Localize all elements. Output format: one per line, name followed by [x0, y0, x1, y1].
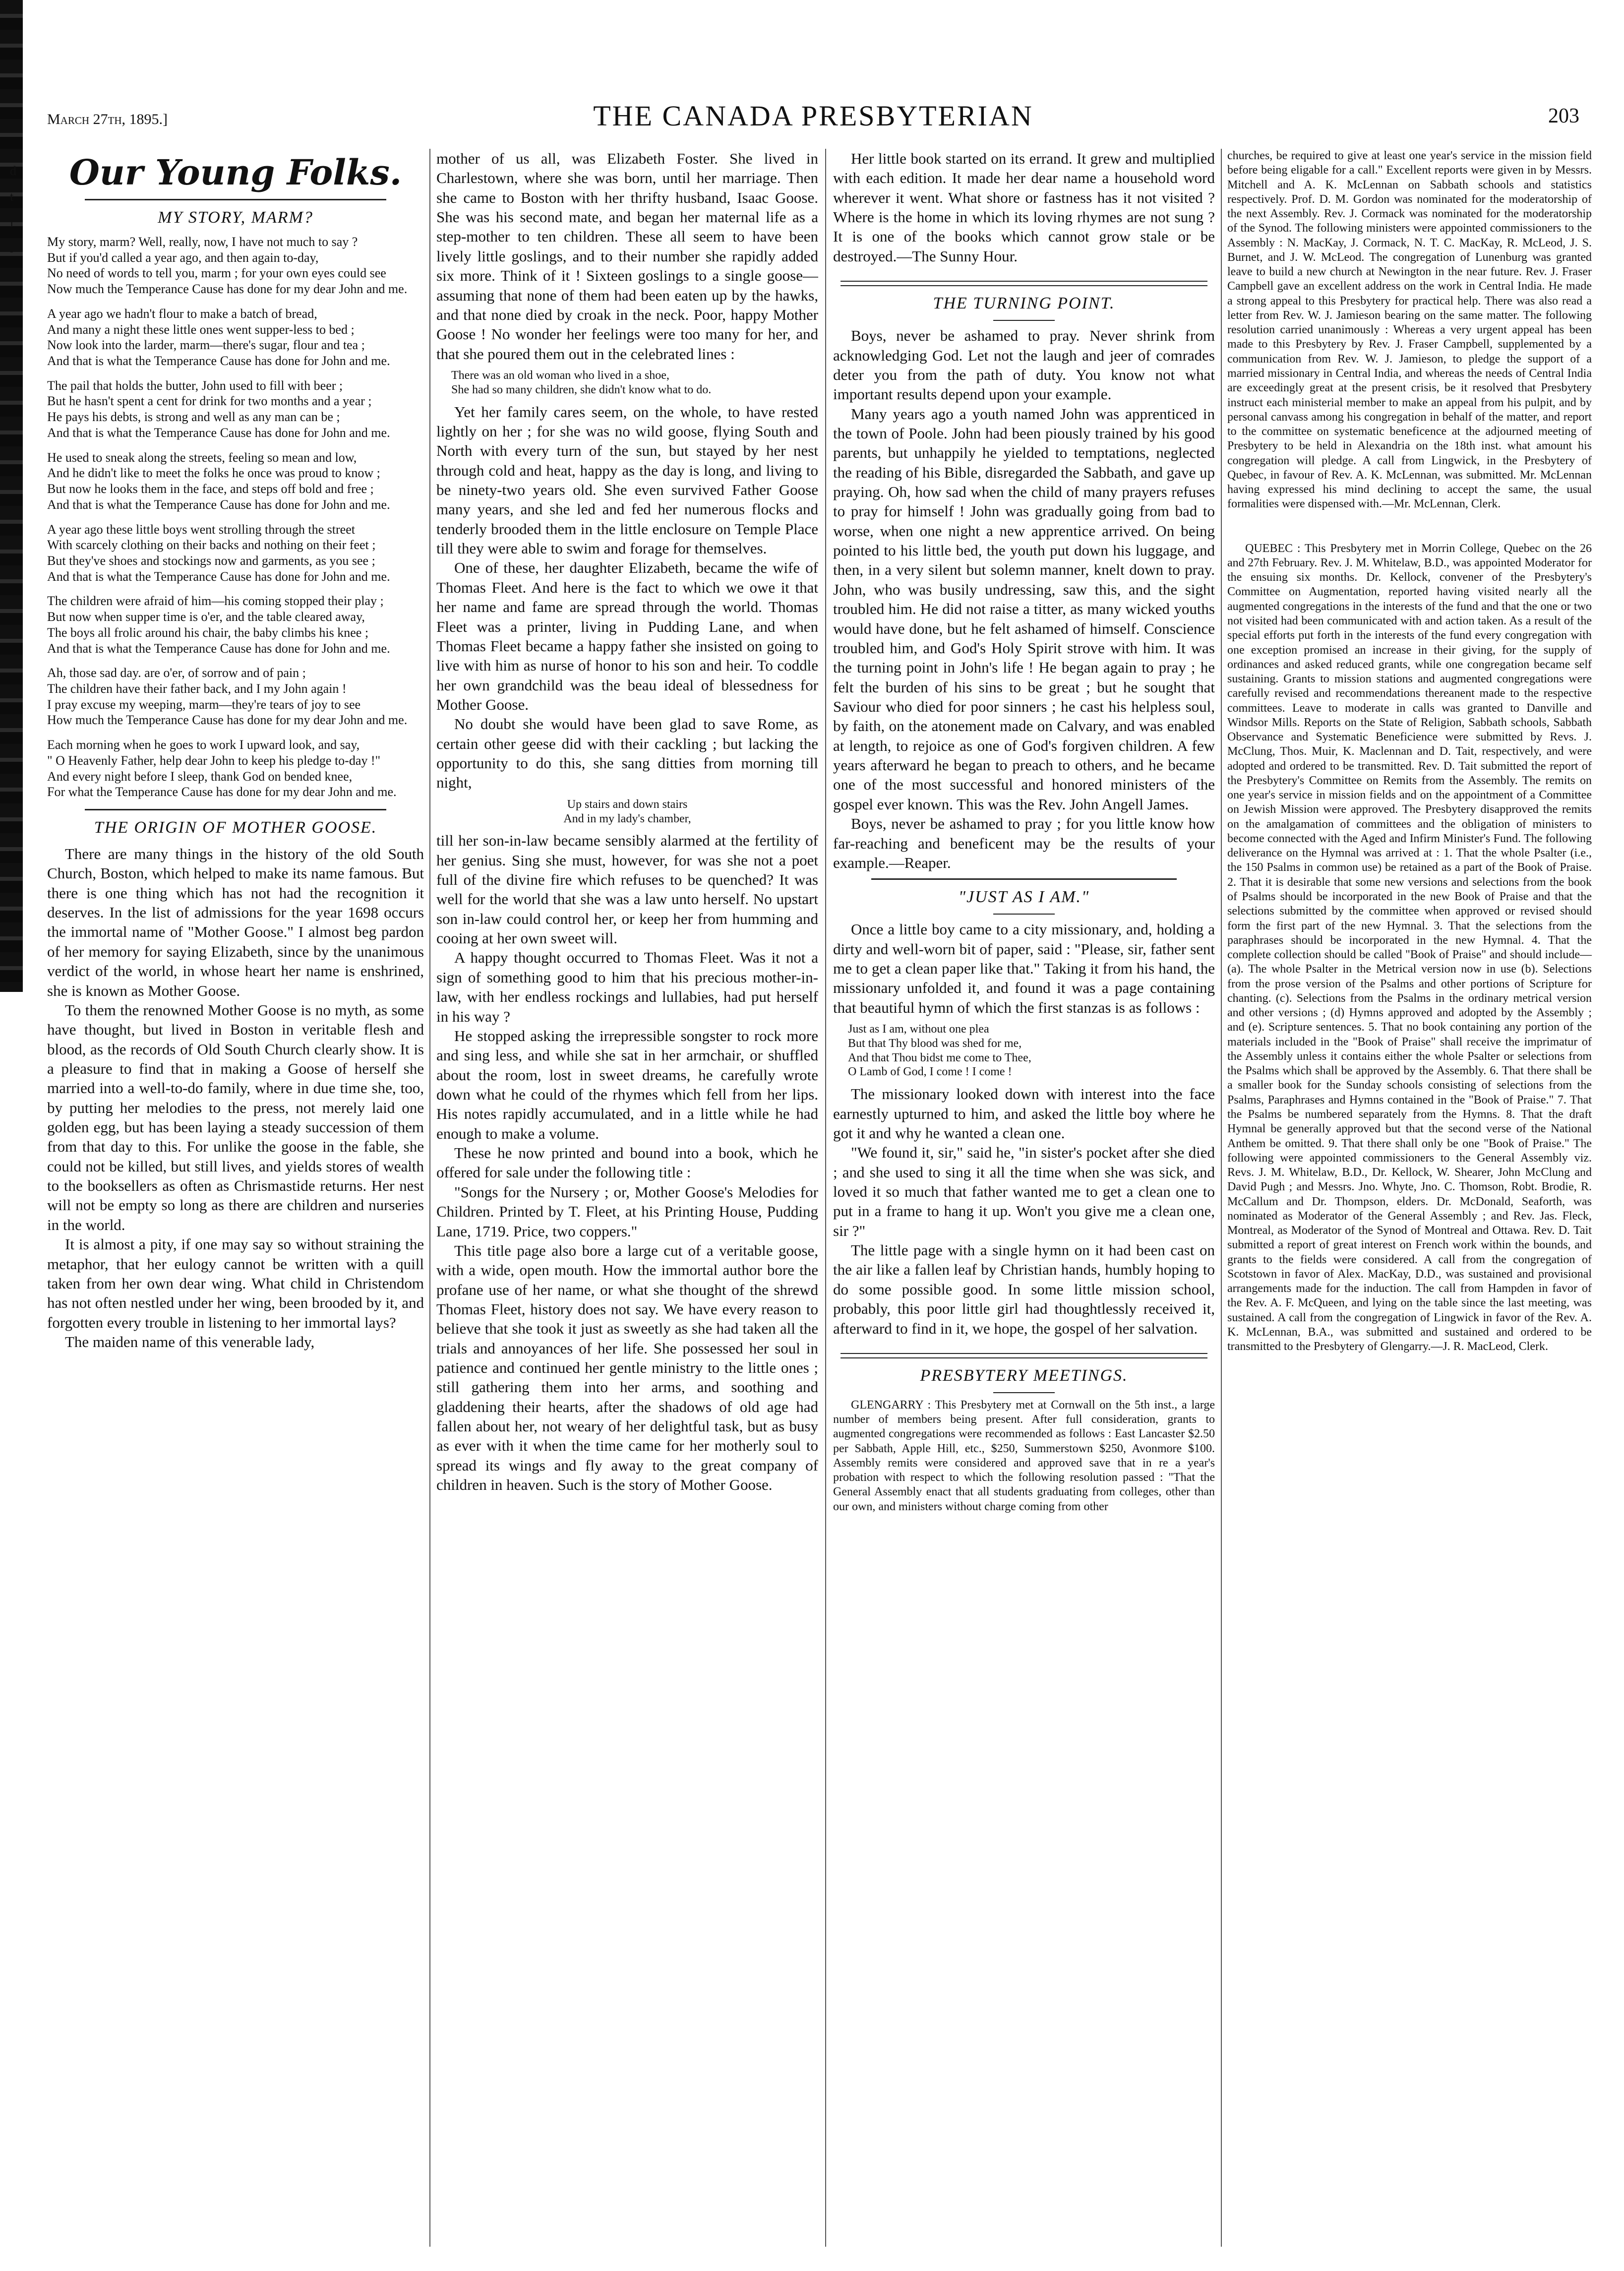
column-2: [436, 149, 818, 2251]
poem-line: And every night before I sleep, thank God on bended knee,: [47, 769, 353, 784]
page-number: 203: [1548, 105, 1579, 127]
paragraph: It is almost a pity, if one may say so without straining the metaphor, that her eulogy cannot be written with a quill taken from her own dear wing. What child in Christendom has not often nestled under her wing, been brooded by it, and forgotten every trouble in listening to her immortal lays?: [47, 1235, 424, 1331]
article-body: [833, 1398, 1215, 1514]
poem-line: Each morning when he goes to work I upward look, and say,: [47, 737, 360, 752]
rule: [871, 878, 1177, 880]
poem-stanza: [47, 450, 424, 513]
column-3: [833, 149, 1215, 2251]
paragraph: This title page also bore a large cut of a veritable goose, with a wide, open mouth. How the immortal author bore the profane use of her name, or what she thought of the shrewd Thomas Fleet, history does not say. We have every reason to believe that she took it just as sweetly as she had taken all the trials and annoyances of her life. She possessed her soul in patience and continued her gentle ministry to the little ones ; still gathering them into her arms, and soothing and gladdening their hearts, after the shadows of old age had fallen about her, not weary of her delightful task, but as busy as ever with it when the time came for her motherly soul to spread its wings and fly away to the great company of children in heaven. Such is the story of Mother Goose.: [436, 1241, 818, 1494]
paragraph: till her son-in-law became sensibly alarmed at the fertility of her genius. Sing she must, however, for was she not a poet full of the divine fire which refuses to be quenched? It was well for the world that she was a law unto herself. No upstart son in-law could control her, or keep her from humming and cooing at her own sweet will.: [436, 832, 818, 947]
edge-letter: :: [10, 267, 14, 281]
paragraph: Many years ago a youth named John was apprenticed in the town of Poole. John had been piously trained by his good parents, but unhappily he yielded to temptations, neglected the reading of his Bible, disregarded the Sabbath, and gave up praying. Oh, how sad when the child of many prayers refuses to pray for himself ! John was gradually going from bad to worse, when one night a new apprentice arrived. On being pointed to his little bed, the youth put down his luggage, and then, in a very silent but solemn manner, knelt down to pray. John, who was busily undressing, saw this, and the sight troubled him. He did not raise a titter, as many wicked youths would have done, but he felt ashamed of himself. Conscience troubled him, and God's Holy Spirit strove with him. It was the turning point in John's life ! He began again to pray ; he felt the burden of his sins to be great ; but he sought that Saviour who died for poor sinners ; he cast his helpless soul, by faith, on the atonement made on Calvary, and was enabled at length, to rejoice as one of God's forgiven children. A few years afterward he began to preach to others, and he became one of the most successful and honored ministers of the gospel ever known. This was the Rev. John Angell James.: [833, 405, 1215, 813]
paragraph: mother of us all, was Elizabeth Foster. She lived in Charlestown, where she was born, until her marriage. Then she came to Boston with her thrifty husband, Isaac Goose. She was his second mate, and began her maternal life as a step-mother to ten children. These all seem to have been lively little goslings, and to their number she rapidly added six more. Think of it ! Sixteen goslings to a single goose—assuming that none of them had been eaten up by the hawks, and that none died by croak in the neck. Poor, happy Mother Goose ! No wonder her feelings were too many for her, and that she poured them out in the celebrated lines :: [436, 150, 818, 363]
rule: [993, 1392, 1054, 1393]
poem-line: And that is what the Temperance Cause has done for John and me.: [47, 354, 390, 368]
verse-line: O Lamb of God, I come ! I come !: [848, 1065, 1012, 1079]
paragraph: The missionary looked down with interest into the face earnestly upturned to him, and asked the little boy where he got it and why he wanted a clean one.: [833, 1085, 1215, 1142]
edge-letter: d: [10, 164, 16, 178]
paragraph: churches, be required to give at least one year's service in the mission field before being eligable for a call." Excellent reports were given in by Messrs. Mitchell and A. K. McLennan on Sabbath schools and statistics respectively. Prof. D. M. Gordon was nominated for the moderatorship of the next Assembly. Rev. J. Cormack was nominated for the moderatorship of the Synod. The following ministers were appointed commissioners to the Assembly : N. MacKay, J. Cormack, N. T. C. MacKay, R. McLeod, J. S. Burnet, and J. W. McLeod. The congregation of Lunenburg was granted leave to build a new church at Newington in the near future. Rev. J. Fraser Campbell gave an excellent address on the work in Central India. He made a strong appeal to this Presbytery for practical help. There was also read a letter from Rev. W. J. Jamieson bearing on the same matter. The following resolution carried unanimously : Whereas a very urgent appeal has been made to this Presbytery by Rev. J. Fraser Campbell, supplemented by a communication from Rev. W. J. Jamieson, to pledge the support of a married missionary in Central India, and whereas the needs of Central India are exceedingly great at the present crisis, be it resolved that Presbytery instruct each ministerial member to make an appeal from his pulpit, and by personal canvass among his congregation in behalf of the matter, and report to the committee on systematic beneficence at the adjourned meeting of Presbytery to be held in Alexandria on the 18th inst. what amount his congregation will pledge. A call from Lingwick, in the Presbytery of Quebec, in favour of Rev. A. K. McLennan, was submitted. Mr. McLennan having expressed his mind declining to accept the same, the usual formalities were dispensed with.—Mr. McLennan, Clerk.: [1227, 149, 1592, 511]
verse-line: Just as I am, without one plea: [848, 1023, 989, 1036]
article-title-origin: THE ORIGIN OF MOTHER GOOSE.: [94, 818, 377, 837]
poem-title: MY STORY, MARM?: [158, 208, 313, 227]
poem-line: And that is what the Temperance Cause has done for John and me.: [47, 569, 390, 584]
poem-line: Now look into the larder, marm—there's sugar, flour and tea ;: [47, 338, 365, 353]
column-4: [1227, 149, 1592, 2251]
article-body: [833, 149, 1215, 266]
paragraph: A happy thought occurred to Thomas Fleet. Was it not a sign of something good to him that his precious mother-in-law, with her endless rockings and lullabies, had put herself in his way ?: [436, 949, 818, 1025]
paragraph: These he now printed and bound into a book, which he offered for sale under the following title :: [436, 1144, 818, 1181]
verse-line: There was an old woman who lived in a shoe,: [451, 368, 669, 382]
column-rule: [429, 149, 430, 2247]
poem-line: But he hasn't spent a cent for drink for two months and a year ;: [47, 394, 372, 409]
verse-quote: [436, 368, 818, 397]
article-body: [436, 831, 818, 1494]
paragraph: There are many things in the history of the old South Church, Boston, which helped to make its name famous. But there is one thing which has not had the recognition it deserves. In the list of admissions for the year 1698 occurs the immortal name of "Mother Goose." I almost beg pardon of her memory for saying Elizabeth, since by the unanimous verdict of the world, in whose heart her name is enshrined, she is known as Mother Goose.: [47, 845, 424, 999]
article-title-meetings: PRESBYTERY MEETINGS.: [920, 1366, 1128, 1385]
paragraph: The maiden name of this venerable lady,: [65, 1333, 315, 1350]
poem-line: He used to sneak along the streets, feeling so mean and low,: [47, 450, 357, 465]
poem-line: How much the Temperance Cause has done for my dear John and me.: [47, 713, 408, 728]
paragraph: GLENGARRY : This Presbytery met at Cornwall on the 5th inst., a large number of members being present. After full consideration, grants to augmented congregations were recommended as follows : East Lancaster $2.50 per Sabbath, Apple Hill, etc., $250, Summerstown $250, Avonmore $100. Assembly remits were considered and approved save that in re a year's probation with respect to which the following resolution passed : "That the General Assembly enact that all students graduating from colleges, other than our own, and ministers without charge coming from other: [833, 1398, 1215, 1513]
edge-letter: l: [10, 215, 14, 230]
rule: [993, 914, 1054, 915]
paragraph: One of these, her daughter Elizabeth, became the wife of Thomas Fleet. And here is the fact to which we owe it that her name and fame are spread through the world. Thomas Fleet was a printer, living in Pudding Lane, and when Thomas Fleet became a happy father she insisted on going to live with him as nurse of honor to his son and heir. To coddle her own grandchild was the beau ideal of blessedness for Mother Goose.: [436, 559, 818, 713]
poem-line: No need of words to tell you, marm ; for your own eyes could see: [47, 266, 386, 281]
double-rule: [841, 281, 1207, 286]
verse-quote: [436, 798, 818, 826]
paragraph: The little page with a single hymn on it had been cast on the air like a fallen leaf by Christian hands, humbly hoping to do some possible good. In some little mission school, probably, this poor little girl had thoughtlessly received it, afterward to find in it, we hope, the gospel of her salvation.: [833, 1241, 1215, 1337]
paragraph: Yet her family cares seem, on the whole, to have rested lightly on her ; for she was no wild goose, flying South and North with every turn of the sun, but stayed by her nest through cold and heat, happy as the day is long, and living to be ninety-two years old. She even survived Father Goose many years, and she led and fed her numerous flocks and tenderly brooded them in the little enclosure on Temple Place till they were able to swim and forage for themselves.: [436, 403, 818, 557]
poem-line: And he didn't like to meet the folks he once was proud to know ;: [47, 466, 380, 481]
poem-line: But now when supper time is o'er, and the table cleared away,: [47, 610, 365, 624]
verse-line: But that Thy blood was shed for me,: [848, 1037, 1022, 1050]
paragraph: Once a little boy came to a city missionary, and, holding a dirty and well-worn bit of paper, said : "Please, sir, father sent me to get a clean paper like that." Taking it from his hand, the missionary unfolded it, and found it was a page containing that beautiful hymn of which the first stanzas is as follows :: [833, 921, 1215, 1016]
article-body: [833, 1084, 1215, 1338]
poem-line: Now much the Temperance Cause has done for my dear John and me.: [47, 282, 408, 297]
rule: [993, 320, 1054, 321]
newspaper-title: THE CANADA PRESBYTERIAN: [593, 100, 1033, 132]
poem-line: For what the Temperance Cause has done for my dear John and me.: [47, 785, 397, 799]
paragraph: Her little book started on its errand. It grew and multiplied with each edition. It made her dear name a household word wherever it went. What shore or fastness has it not visited ? Where is the home in which its loving rhymes are not sung ? It is one of the books which cannot grow stale or be destroyed.—The Sunny Hour.: [833, 150, 1215, 265]
poem-line: The children were afraid of him—his coming stopped their play ;: [47, 594, 384, 609]
paragraph: Boys, never be ashamed to pray. Never shrink from acknowledging God. Let not the laugh and jeer of comrades deter you from the path of duty. You know not what important results depend upon your example.: [833, 327, 1215, 403]
poem-my-story: [47, 234, 424, 800]
article-body: [436, 149, 818, 364]
paragraph: "Songs for the Nursery ; or, Mother Goose's Melodies for Children. Printed by T. Fleet, at his Printing House, Pudding Lane, 1719. Price, two coppers.": [436, 1183, 818, 1240]
article-body: [47, 844, 424, 1351]
poem-line: " O Heavenly Father, help dear John to keep his pledge to-day !": [47, 753, 381, 768]
verse-quote: [833, 1022, 1215, 1079]
paragraph: QUEBEC : This Presbytery met in Morrin College, Quebec on the 26 and 27th February. Rev. J. M. Whitelaw, B.D., was appointed Moderator for the ensuing six months. Dr. Kellock, convener of the Presbytery's Committee on Augmentation, reported having visited nearly all the augmented congregations in the interests of the fund and that the one or two not visited had been communicated with and action taken. As a result of the special efforts put forth in the interests of the fund every congregation with one exception promised an increase in their giving, for the supply of ordinances and asked reduced grants, while one congregation became self sustaining. Grants to mission stations and augmented congregations were carefully revised and recommendations thereanent made to the respective committees. Leave to moderate in calls was granted to Danville and Windsor Mills. Reports on the State of Religion, Sabbath schools, Sabbath Observance and Systematic Beneficience were submitted by Revs. J. McClung, Thos. Muir, K. Maclennan and D. Tait, respectively, and were adopted and ordered to be transmitted. Rev. D. Tait submitted the report of the Presbytery's Committee on Remits from the Assembly. The remits on one year's service in mission fields and on the appointment of a Committee on Jewish Mission were approved. The Presbytery disapproved the remits on the amalgamation of committees and the obligation of ministers to become connected with the Aged and Infirm Minister's Fund. The following deliverance on the Hymnal was arrived at : 1. That the whole Psalter (i.e., the 150 Psalms in common use) be retained as a part of the Book of Praise. 2. That it is desirable that some new versions and selections from the book of Psalms should be incorporated in the new Book of Praise and that the selections submitted by the committee when approved or revised should form the first part of the new Hymnal. 3. That the selections from the paraphrases should be incorporated in the new Hymnal. 4. That the complete collection should be called "Book of Praise" and should include—(a). The whole Psalter in the Metrical version now in use (b). Selections from the prose version of the Psalms and other portions of Scripture for chanting. (c). Selections from the Psalms in the ordinary metrical version and other versions ; (d) Hymns approved and adopted by the Assembly ; and (e). Scripture sentences. 5. That no book containing any portion of the materials included in the "Book of Praise" shall receive the imprimatur of the Assembly unless it contains either the whole Psalter or selections from the Psalms which shall be approved by the Assembly. 6. That there shall be a smaller book for the Sunday schools consisting of selections from the Psalms, Paraphrases and Hymns contained in the "Book of Praise." 7. That the Psalms be numbered separately from the Hymns. 8. That the draft Hymnal be generally approved but that the second verse of the National Anthem be omitted. 9. That there shall only be one "Book of Praise." The following were appointed commissioners to the General Assembly viz. Revs. J. M. Whitelaw, B.D., Dr. Kellock, W. Shearer, John McClung and David Pugh ; and Messrs. Jno. Whyte, Jno. C. Thomson, Robt. Brodie, R. McCallum and Dr. Thompson, elders. Dr. McDonald, Seaforth, was nominated as Moderator of the General Assembly ; and Rev. Jas. Fleck, Montreal, as Moderator of the Synod of Montreal and Ottawa. Rev. D. Tait submitted a report of great interest on French work within the bounds, and grants to the fields were considered. A call from the congregation of Scotstown in favor of Alex. MacKay, D.D., was sustained and provisional arrangements made for the induction. The call from Hampden in favor of the Rev. A. F. McQueen, and lying on the table since the last meeting, was sustained. A call from the congregation of Lingwick in favor of the Rev. A. K. McLennan, B.A., was submitted and sustained and ordered to be transmitted to the Presbytery of Glengarry.—J. R. MacLeod, Clerk.: [1227, 542, 1592, 1353]
column-rule: [825, 149, 826, 2247]
article-title-just: "JUST AS I AM.": [958, 888, 1090, 907]
rule: [85, 809, 386, 810]
paragraph: He stopped asking the irrepressible songster to rock more and sing less, and while she sat in her armchair, or shuffled about the room, lost in sweet dreams, he carefully wrote down what he could of the rhymes which fell from her lips. His notes rapidly accumulated, and in a little while he had enough to make a volume.: [436, 1027, 818, 1142]
poem-line: And many a night these little ones went supper-less to bed ;: [47, 322, 355, 337]
poem-line: And that is what the Temperance Cause has done for John and me.: [47, 425, 390, 440]
poem-line: I pray excuse my weeping, marm—they're tears of joy to see: [47, 697, 361, 712]
article-body: [833, 920, 1215, 1017]
poem-line: And that is what the Temperance Cause has done for John and me.: [47, 641, 390, 656]
issue-date: March 27th, 1895.]: [47, 111, 168, 127]
verse-line: She had so many children, she didn't know what to do.: [451, 383, 712, 396]
poem-stanza: [47, 737, 424, 800]
running-head: [47, 94, 1579, 139]
poem-stanza: [47, 234, 424, 297]
verse-line: And in my lady's chamber,: [563, 812, 691, 825]
paragraph: To them the renowned Mother Goose is no myth, as some have thought, but lived in Boston in veritable flesh and blood, as the records of Old South Church clearly show. It is a pleasure to find that in making a Goose of herself she married into a well-to-do family, where in due time she, too, by putting her melodies to the press, not merely laid one golden egg, but has been laying a steady succession of them from that day to this. For unlike the goose in the fable, she could not be killed, but still lives, and yields stores of wealth to the booksellers as often as Chrismastide returns. Her nest will not be empty so long as there are children and nurseries in the world.: [47, 1001, 424, 1233]
rule: [85, 199, 386, 200]
article-body: [1227, 149, 1592, 1354]
poem-line: The boys all frolic around his chair, the baby climbs his knee ;: [47, 625, 369, 640]
poem-stanza: [47, 522, 424, 585]
poem-line: But they've shoes and stockings now and garments, as you see ;: [47, 553, 375, 568]
poem-line: But now he looks them in the face, and steps off bold and free ;: [47, 482, 374, 496]
verse-line: Up stairs and down stairs: [567, 798, 688, 811]
article-title-turning: THE TURNING POINT.: [933, 294, 1115, 313]
poem-line: The pail that holds the butter, John used to fill with beer ;: [47, 378, 343, 393]
paragraph: "We found it, sir," said he, "in sister's pocket after she died ; and she used to sing it all the time when she was sick, and loved it so much that father wanted me to get a clean one to put in a frame to hang it up. Won't you give me a clean one, sir ?": [833, 1144, 1215, 1239]
poem-stanza: [47, 665, 424, 728]
poem-line: A year ago we hadn't flour to make a batch of bread,: [47, 306, 317, 321]
poem-line: My story, marm? Well, really, now, I have not much to say ?: [47, 235, 358, 249]
paragraph: No doubt she would have been glad to save Rome, as certain other geese did with their cackling ; but lacking the opportunity to do this, she sang ditties from morning till night,: [436, 715, 818, 792]
poem-line: The children have their father back, and I my John again !: [47, 681, 347, 696]
double-rule: [841, 1353, 1207, 1358]
column-1: [47, 149, 424, 2251]
edge-letter: t: [10, 189, 14, 204]
verse-line: And that Thou bidst me come to Thee,: [848, 1051, 1031, 1064]
column-rule: [1221, 149, 1222, 2247]
poem-line: Ah, those sad day. are o'er, of sorrow and of pain ;: [47, 666, 306, 680]
article-body: [833, 326, 1215, 872]
section-masthead: Our Young Folks.: [69, 152, 402, 193]
edge-letter: r: [10, 241, 14, 255]
poem-stanza: [47, 378, 424, 441]
poem-line: With scarcely clothing on their backs and nothing on their feet ;: [47, 538, 376, 552]
article-body: [436, 402, 818, 793]
poem-line: He pays his debts, is strong and well as any man can be ;: [47, 410, 340, 425]
poem-stanza: [47, 593, 424, 656]
poem-line: A year ago these little boys went strolling through the street: [47, 522, 355, 537]
paragraph: Boys, never be ashamed to pray ; for you little know how far-reaching and beneficent may be the results of your example.—Reaper.: [833, 815, 1215, 871]
poem-stanza: [47, 306, 424, 369]
poem-line: But if you'd called a year ago, and then again to-day,: [47, 250, 319, 265]
poem-line: And that is what the Temperance Cause has done for John and me.: [47, 497, 390, 512]
page-edge-binding: [0, 0, 23, 992]
